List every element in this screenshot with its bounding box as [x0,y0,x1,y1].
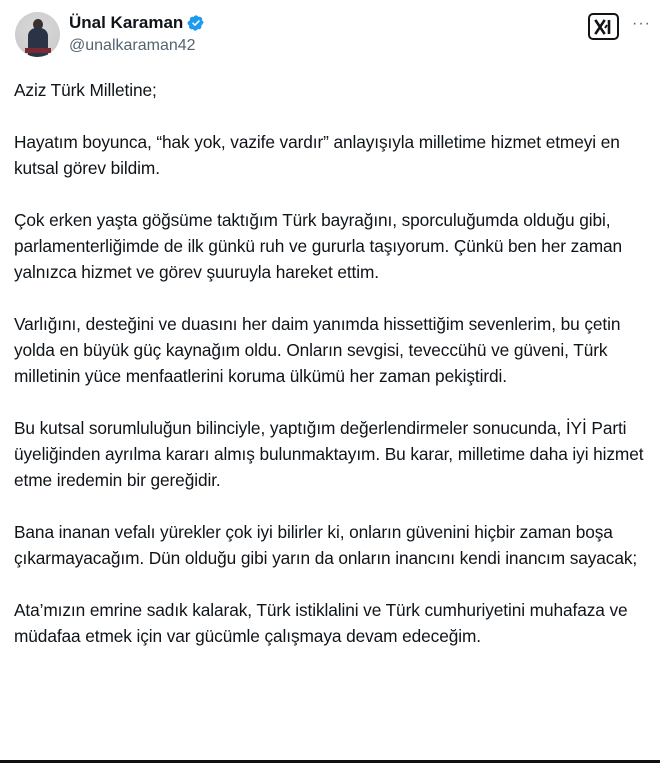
avatar-desk [25,48,51,53]
name-row [69,13,205,33]
tweet-paragraph: Bana inanan vefalı yürekler çok iyi bilirler ki, onların güvenini hiçbir zaman boşa çıkarmayacağım. Dün olduğu gibi yarın da onların inancını kendi inancım sayacak; [14,522,638,568]
verified-badge-icon [187,14,205,32]
more-horizontal-icon[interactable]: ··· [632,15,651,32]
tweet-paragraph: Aziz Türk Milletine; [14,80,157,100]
tweet-paragraph: Varlığını, desteğini ve duasını her daim yanımda hissettiğim sevenlerim, bu çetin yolda en büyük güç kaynağım oldu. Onların sevgisi, teveccühü ve güveni, Türk milletinin yüce menfaatlerini koruma ülkümü her zaman pekiştirdi. [14,314,621,386]
display-name[interactable]: Ünal Karaman [69,13,184,32]
tweet-header [0,0,660,64]
tweet-paragraph: Hayatım boyunca, “hak yok, vazife vardır” anlayışıyla milletime hizmet etmeyi en kutsal görev bildim. [14,132,620,178]
tweet-paragraph: Bu kutsal sorumluluğun bilinciyle, yaptığım değerlendirmeler sonucunda, İYİ Parti üyeliğinden ayrılma kararı almış bulunmaktayım. Bu karar, milletime daha iyi hizmet etme iredemin bir gereğidir. [14,418,644,490]
grok-button[interactable] [588,13,619,40]
tweet-paragraph: Ata’mızın emrine sadık kalarak, Türk istiklalini ve Türk cumhuriyetini muhafaza ve müdafaa etmek için var gücümle çalışmaya devam edeceğim. [14,600,628,646]
xai-grok-icon [594,19,614,35]
avatar[interactable] [15,12,60,57]
tweet-body [14,77,654,675]
tweet-paragraph: Çok erken yaşta göğsüme taktığım Türk bayrağını, sporculuğumda olduğu gibi, parlamenterliğimde de ilk günkü ruh ve gururla taşıyorum. Çünkü ben her zaman yalnızca hizmet ve görev şuuruyla hareket ettim. [14,210,623,282]
handle[interactable]: @unalkaraman42 [69,37,196,54]
